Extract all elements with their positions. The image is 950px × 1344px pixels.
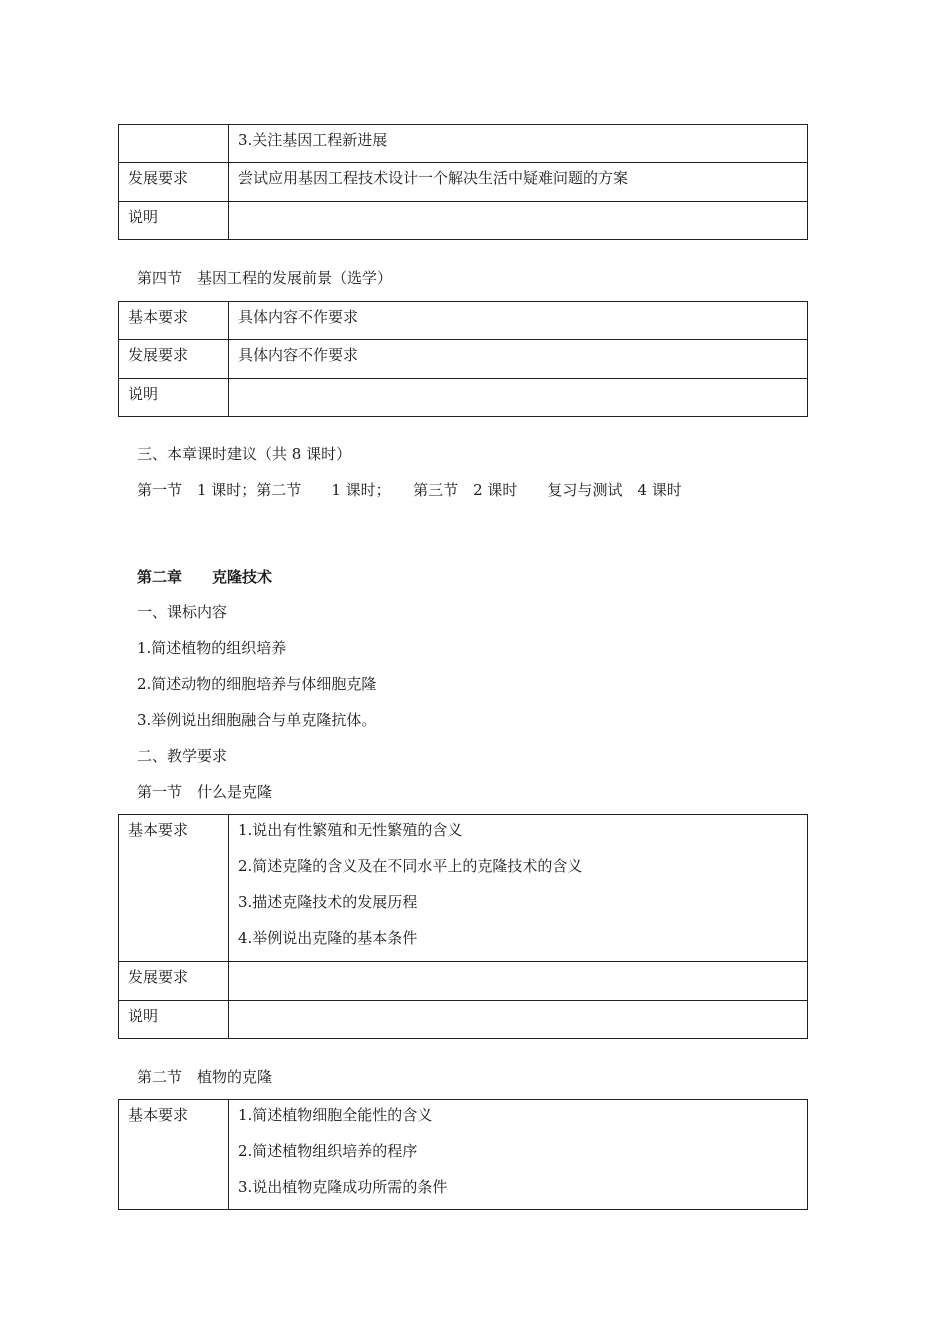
basic-items — [238, 815, 807, 958]
row-label-text: 说明 — [128, 1007, 159, 1025]
chapter-title: 第二章 克隆技术 — [137, 568, 273, 586]
row-label — [119, 379, 229, 417]
row-label — [119, 340, 229, 379]
section-heading: 第一节 什么是克隆 — [137, 783, 273, 801]
section-heading: 第四节 基因工程的发展前景（选学） — [137, 269, 393, 287]
table-row — [119, 1100, 808, 1210]
row-label — [119, 815, 229, 962]
row-label — [119, 125, 229, 163]
row-label-text: 基本要求 — [128, 821, 189, 839]
table-row — [119, 302, 808, 340]
curriculum-item: 3.举例说出细胞融合与单克隆抗体。 — [137, 711, 377, 729]
table-row — [119, 163, 808, 202]
list-item: 2.简述植物组织培养的程序 — [238, 1142, 418, 1160]
requirements-table-gene-engineering-progress — [118, 124, 808, 240]
row-value-text: 具体内容不作要求 — [238, 308, 359, 326]
table-row — [119, 1001, 808, 1039]
row-label — [119, 302, 229, 340]
table-row — [119, 202, 808, 240]
requirements-table-plant-cloning — [118, 1099, 808, 1210]
row-value — [229, 340, 808, 379]
section-heading: 第二节 植物的克隆 — [137, 1068, 273, 1086]
curriculum-item: 2.简述动物的细胞培养与体细胞克隆 — [137, 675, 377, 693]
subheading-teaching-requirements: 二、教学要求 — [137, 747, 228, 765]
row-label — [119, 163, 229, 202]
curriculum-item: 1.简述植物的组织培养 — [137, 639, 287, 657]
row-value-text: 具体内容不作要求 — [238, 346, 359, 364]
row-label-text: 说明 — [128, 208, 159, 226]
hours-heading: 三、本章课时建议（共 8 课时） — [137, 445, 352, 463]
row-value — [229, 962, 808, 1001]
list-item: 3.说出植物克隆成功所需的条件 — [238, 1178, 448, 1196]
row-label — [119, 202, 229, 240]
table-row — [119, 379, 808, 417]
row-value — [229, 302, 808, 340]
row-label-text: 发展要求 — [128, 346, 189, 364]
table-row — [119, 125, 808, 163]
row-label-text: 发展要求 — [128, 968, 189, 986]
row-value — [229, 815, 808, 962]
row-value — [229, 1001, 808, 1039]
row-value — [229, 202, 808, 240]
subheading-curriculum: 一、课标内容 — [137, 603, 228, 621]
row-value-text: 尝试应用基因工程技术设计一个解决生活中疑难问题的方案 — [238, 169, 629, 187]
table-row — [119, 340, 808, 379]
row-value — [229, 379, 808, 417]
list-item: 1.简述植物细胞全能性的含义 — [238, 1106, 433, 1124]
row-label-text: 发展要求 — [128, 169, 189, 187]
row-label-text: 基本要求 — [128, 308, 189, 326]
requirements-table-what-is-cloning — [118, 814, 808, 1039]
list-item: 3.描述克隆技术的发展历程 — [238, 893, 418, 911]
row-value — [229, 1100, 808, 1210]
row-label — [119, 962, 229, 1001]
list-item: 4.举例说出克隆的基本条件 — [238, 929, 418, 947]
row-label — [119, 1001, 229, 1039]
list-item: 2.简述克隆的含义及在不同水平上的克隆技术的含义 — [238, 857, 583, 875]
row-value — [229, 163, 808, 202]
hours-detail: 第一节 1 课时；第二节 1 课时； 第三节 2 课时 复习与测试 4 课时 — [137, 481, 682, 499]
basic-items — [238, 1100, 807, 1207]
table-row — [119, 815, 808, 962]
row-value-text: 3.关注基因工程新进展 — [238, 131, 388, 149]
row-label — [119, 1100, 229, 1210]
requirements-table-gene-engineering-prospects — [118, 301, 808, 417]
row-label-text: 基本要求 — [128, 1106, 189, 1124]
table-row — [119, 962, 808, 1001]
row-label-text: 说明 — [128, 385, 159, 403]
list-item: 1.说出有性繁殖和无性繁殖的含义 — [238, 821, 463, 839]
row-value — [229, 125, 808, 163]
